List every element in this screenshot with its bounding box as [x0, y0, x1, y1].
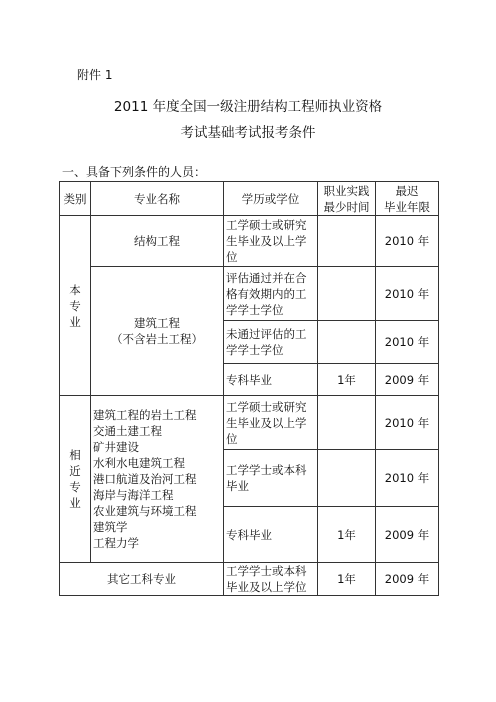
practice-cell: 1年	[318, 563, 376, 596]
list-item: 海岸与海洋工程	[93, 488, 174, 502]
title-line-1: 2011 年度全国一级注册结构工程师执业资格	[113, 99, 383, 115]
header-category: 类别	[60, 182, 91, 216]
header-degree: 学历或学位	[224, 182, 318, 216]
list-item: 工程力学	[93, 536, 139, 550]
deadline-cell: 2010 年	[376, 321, 439, 364]
practice-cell	[318, 450, 376, 507]
degree-cell: 专科毕业	[224, 507, 318, 563]
deadline-cell: 2010 年	[376, 396, 439, 450]
deadline-cell: 2009 年	[376, 507, 439, 563]
table-header-row	[60, 182, 439, 216]
deadline-cell: 2009 年	[376, 364, 439, 396]
category-char: 业	[69, 496, 81, 510]
category-char: 相	[69, 448, 81, 462]
list-item: 水利水电建筑工程	[93, 456, 185, 470]
deadline-cell: 2010 年	[376, 216, 439, 267]
table-row	[60, 396, 439, 450]
attachment-label: 附件 1	[77, 68, 113, 82]
practice-cell	[318, 267, 376, 321]
major-architectural-name: 建筑工程	[134, 316, 180, 330]
degree-cell: 工学硕士或研究生毕业及以上学位	[224, 216, 318, 267]
practice-cell: 1年	[318, 507, 376, 563]
category-xiangjin	[60, 396, 91, 563]
category-char: 近	[69, 464, 81, 478]
table-row	[60, 267, 439, 321]
deadline-cell: 2009 年	[376, 563, 439, 596]
degree-cell: 工学学士或本科毕业及以上学位	[224, 563, 318, 596]
practice-cell: 1年	[318, 364, 376, 396]
category-char: 本	[69, 282, 81, 297]
list-item: 建筑工程的岩土工程	[93, 408, 197, 422]
major-structural: 结构工程	[91, 216, 224, 267]
conditions-table	[59, 181, 439, 596]
header-major: 专业名称	[91, 182, 224, 216]
header-practice	[318, 182, 376, 216]
header-practice-line1: 职业实践	[323, 183, 370, 198]
category-char: 专	[69, 480, 81, 494]
deadline-cell: 2010 年	[376, 267, 439, 321]
table-row	[60, 216, 439, 267]
title-line-2: 考试基础考试报考条件	[180, 125, 316, 141]
header-deadline-line2: 毕业年限	[384, 199, 430, 214]
degree-cell: 工学学士或本科毕业	[224, 450, 318, 507]
major-architectural-note: （不含岩土工程）	[111, 332, 203, 346]
list-item: 交通土建工程	[93, 424, 162, 438]
header-practice-line2: 最少时间	[323, 199, 370, 214]
header-deadline	[376, 182, 439, 216]
practice-cell	[318, 396, 376, 450]
category-benzhuanye	[60, 216, 91, 396]
category-char: 专	[69, 298, 81, 313]
header-deadline-line1: 最迟	[395, 183, 419, 198]
table-row	[60, 563, 439, 596]
section-heading: 一、具备下列条件的人员：	[62, 165, 207, 179]
list-item: 港口航道及治河工程	[93, 472, 197, 486]
list-item: 建筑学	[93, 520, 128, 534]
list-item: 农业建筑与环境工程	[93, 504, 197, 518]
degree-cell: 工学硕士或研究生毕业及以上学位	[224, 396, 318, 450]
related-majors-list	[91, 396, 224, 563]
deadline-cell: 2010 年	[376, 450, 439, 507]
list-item: 矿井建设	[93, 440, 139, 454]
degree-cell: 未通过评估的工学学士学位	[224, 321, 318, 364]
practice-cell	[318, 321, 376, 364]
degree-cell: 评估通过并在合格有效期内的工学学士学位	[224, 267, 318, 321]
major-architectural	[91, 267, 224, 396]
degree-cell: 专科毕业	[224, 364, 318, 396]
practice-cell	[318, 216, 376, 267]
category-char: 业	[69, 314, 81, 329]
category-other: 其它工科专业	[60, 563, 224, 596]
